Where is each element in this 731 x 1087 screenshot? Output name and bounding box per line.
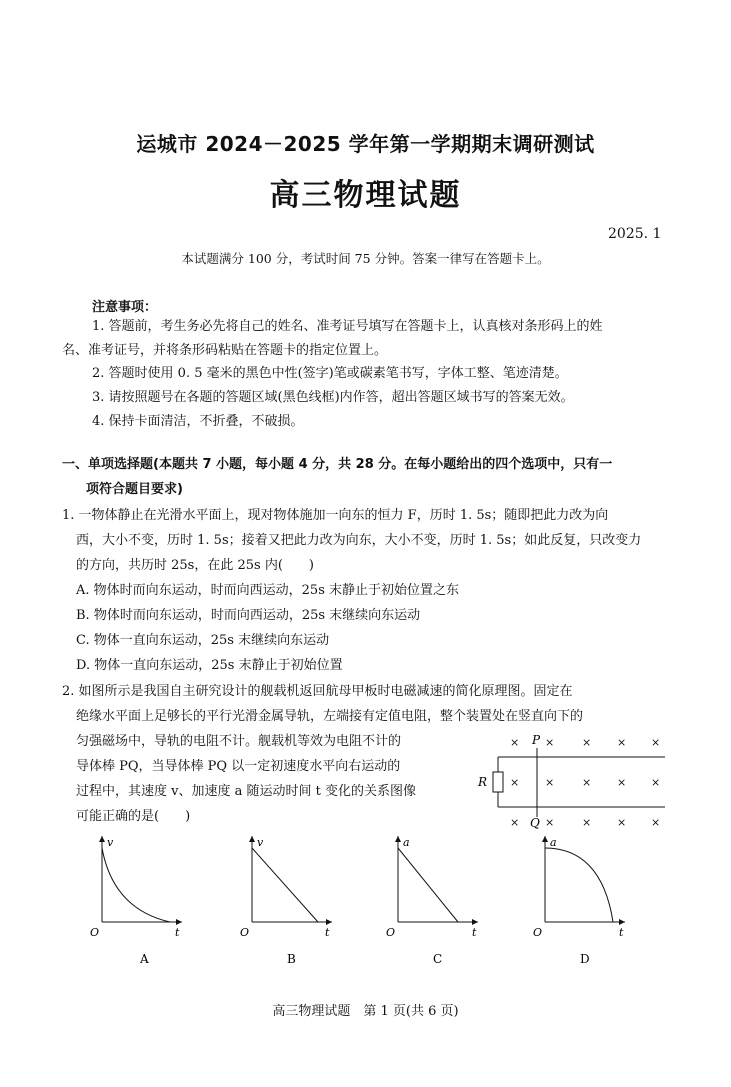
notice-line-1b: 名、准考证号，并将条形码粘贴在答题卡的指定位置上。 (62, 343, 388, 358)
field-mark: × (651, 816, 661, 829)
field-mark: × (582, 736, 592, 749)
q1-option-b: B. 物体时而向东运动，时而向西运动，25s 末继续向东运动 (76, 608, 421, 623)
field-mark: × (545, 776, 555, 789)
graph-d-origin: O (533, 926, 543, 939)
graph-c-x-label: t (472, 926, 477, 939)
graph-d-x-label: t (619, 926, 624, 939)
graph-d-label: D (580, 952, 590, 966)
rail-circuit-diagram (470, 730, 670, 830)
q2-stem-line-2: 绝缘水平面上足够长的平行光滑金属导轨，左端接有定值电阻，整个装置处在竖直向下的 (76, 709, 584, 724)
graph-c-origin: O (386, 926, 396, 939)
field-mark: × (617, 816, 627, 829)
graph-c-y-label: a (403, 836, 410, 849)
field-mark: × (651, 736, 661, 749)
exam-title-line1: 运城市 2024－2025 学年第一学期期末调研测试 (136, 132, 595, 156)
graph-c-label: C (433, 952, 443, 966)
notice-line-1: 1. 答题前，考生务必先将自己的姓名、准考证号填写在答题卡上，认真核对条形码上的姓 (92, 319, 603, 334)
graph-b (240, 836, 332, 966)
field-mark: × (510, 816, 520, 829)
graph-a (90, 836, 182, 966)
notice-line-4: 4. 保持卡面清洁，不折叠，不破损。 (92, 414, 304, 429)
graph-c (386, 836, 478, 966)
field-mark: × (545, 816, 555, 829)
graph-b-line (252, 848, 318, 922)
field-mark: × (510, 736, 520, 749)
resistor-label: R (478, 775, 488, 789)
q2-stem-line-4: 导体棒 PQ，当导体棒 PQ 以一定初速度水平向右运动的 (76, 759, 401, 774)
q1-stem-line-3: 的方向，共历时 25s，在此 25s 内( ) (76, 558, 314, 573)
graph-b-origin: O (240, 926, 250, 939)
field-mark: × (617, 736, 627, 749)
q1-stem-line-1: 1. 一物体静止在光滑水平面上，现对物体施加一向东的恒力 F，历时 1. 5s；随即把此力改为向 (62, 508, 609, 523)
graph-a-curve (102, 848, 170, 922)
q1-option-d: D. 物体一直向东运动，25s 末静止于初始位置 (76, 658, 343, 673)
graph-c-line (398, 848, 458, 922)
field-mark: × (510, 776, 520, 789)
graph-a-x-label: t (175, 926, 180, 939)
field-mark: × (617, 776, 627, 789)
q2-stem-line-6: 可能正确的是( ) (76, 809, 191, 824)
graph-a-label: A (140, 952, 149, 966)
exam-title: 高三物理试题 (269, 178, 462, 213)
graph-a-y-label: v (107, 836, 114, 849)
rod-bottom-label: Q (530, 816, 540, 830)
field-mark: × (545, 736, 555, 749)
graph-b-y-label: v (257, 836, 264, 849)
graph-d-y-label: a (550, 836, 557, 849)
q1-option-c: C. 物体一直向东运动，25s 末继续向东运动 (76, 633, 330, 648)
field-mark: × (582, 776, 592, 789)
notice-line-2: 2. 答题时使用 0. 5 毫米的黑色中性(签字)笔或碳素笔书写，字体工整、笔迹清楚。 (92, 366, 568, 381)
field-mark: × (582, 816, 592, 829)
notice-title: 注意事项： (92, 300, 158, 315)
q2-stem-line-3: 匀强磁场中，导轨的电阻不计。舰载机等效为电阻不计的 (76, 734, 402, 749)
graph-b-x-label: t (325, 926, 330, 939)
q2-stem-line-5: 过程中，其速度 v、加速度 a 随运动时间 t 变化的关系图像 (76, 784, 416, 799)
graph-b-label: B (287, 952, 296, 966)
notice-line-3: 3. 请按照题号在各题的答题区域(黑色线框)内作答，超出答题区域书写的答案无效。 (92, 390, 574, 405)
q2-stem-line-1: 2. 如图所示是我国自主研究设计的舰载机返回航母甲板时电磁减速的简化原理图。固定在 (62, 684, 573, 699)
resistor-symbol (493, 772, 503, 792)
answer-graphs (80, 830, 680, 970)
section1-heading-cont: 项符合题目要求) (86, 482, 183, 497)
graph-d-curve (545, 848, 613, 922)
graph-d (533, 836, 625, 966)
graph-a-origin: O (90, 926, 100, 939)
rod-top-label: P (532, 733, 541, 747)
section1-heading: 一、单项选择题(本题共 7 小题，每小题 4 分，共 28 分。在每小题给出的四个选项中，只有一 (62, 457, 613, 472)
field-mark: × (651, 776, 661, 789)
exam-date: 2025. 1 (608, 226, 662, 242)
exam-intro: 本试题满分 100 分，考试时间 75 分钟。答案一律写在答题卡上。 (181, 251, 550, 266)
q1-stem-line-2: 西，大小不变，历时 1. 5s；接着又把此力改为向东，大小不变，历时 1. 5s；如此反复，只改变力 (76, 533, 642, 548)
page-footer: 高三物理试题 第 1 页(共 6 页) (272, 1004, 459, 1019)
q1-option-a: A. 物体时而向东运动，时而向西运动，25s 末静止于初始位置之东 (76, 583, 459, 598)
